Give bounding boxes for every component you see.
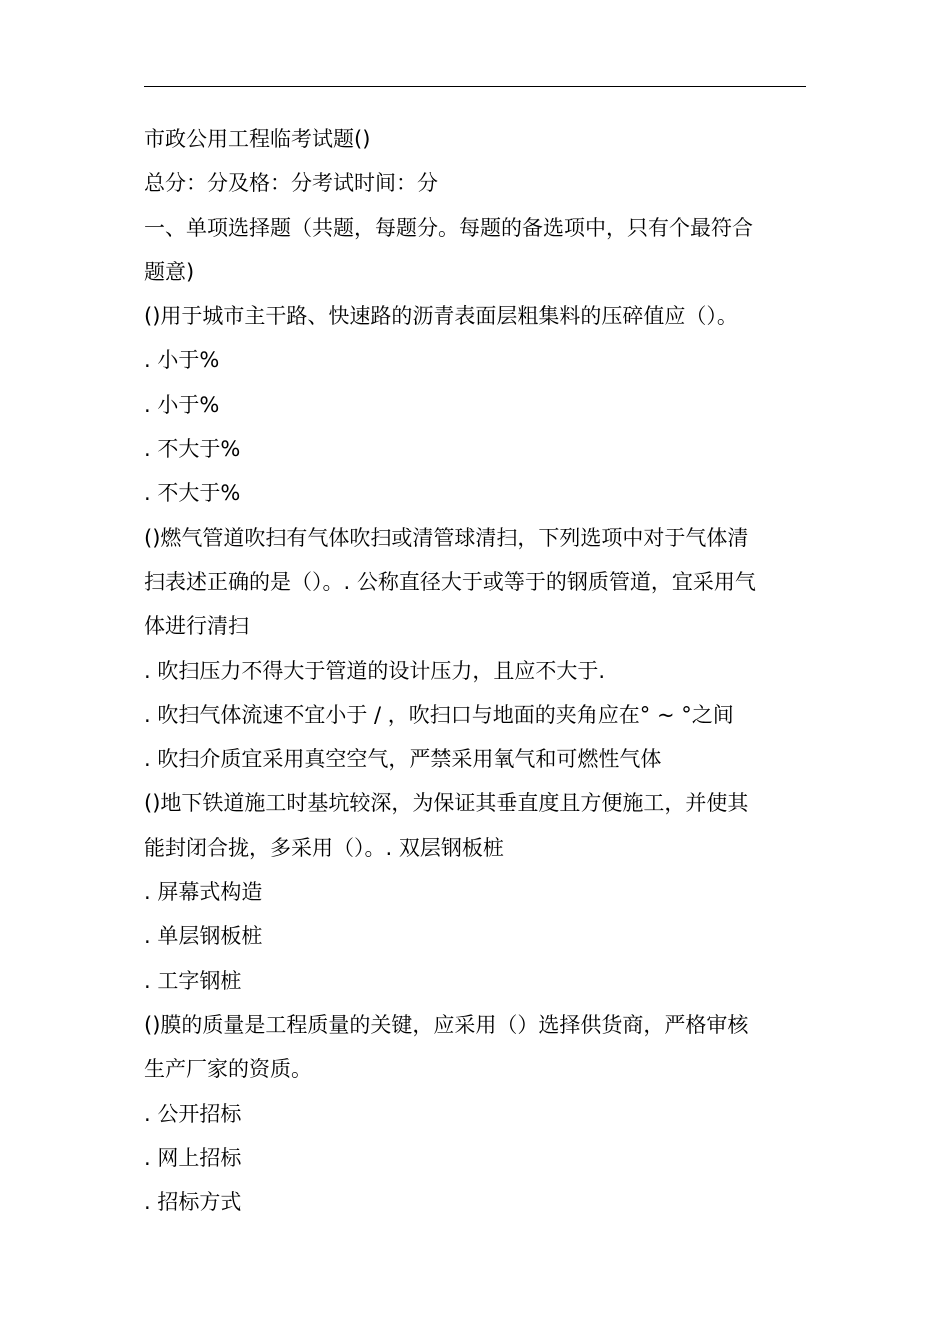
question-1-option: . 小于% <box>144 348 220 373</box>
question-3-option: . 屏幕式构造 <box>144 880 263 905</box>
question-2-option: . 吹扫压力不得大于管道的设计压力，且应不大于. <box>144 658 606 683</box>
question-1-option: . 不大于% <box>144 437 241 462</box>
question-2: ()燃气管道吹扫有气体吹扫或清管球清扫，下列选项中对于气体清 <box>144 525 749 550</box>
question-4-option: . 招标方式 <box>144 1190 242 1215</box>
question-4-option: . 网上招标 <box>144 1145 242 1170</box>
document-body <box>144 117 808 1224</box>
document-title: 市政公用工程临考试题() <box>144 127 371 151</box>
question-1-option: . 不大于% <box>144 481 241 506</box>
score-info: 总分：分及格：分考试时间：分 <box>144 171 438 196</box>
question-4: ()膜的质量是工程质量的关键，应采用（）选择供货商，严格审核 <box>144 1012 749 1037</box>
question-1-option: . 小于% <box>144 392 220 417</box>
section-heading: 一、单项选择题（共题，每题分。每题的备选项中，只有个最符合 <box>144 215 753 240</box>
question-4-option: . 公开招标 <box>144 1101 242 1126</box>
question-2-cont: 体进行清扫 <box>144 614 249 639</box>
question-2-cont: 扫表述正确的是（）。. 公称直径大于或等于的钢质管道，宜采用气 <box>144 569 756 594</box>
question-3-option: . 单层钢板桩 <box>144 924 263 949</box>
question-2-option: . 吹扫气体流速不宜小于 / ，吹扫口与地面的夹角应在° ~ °之间 <box>144 702 734 727</box>
question-2-option: . 吹扫介质宜采用真空空气，严禁采用氧气和可燃性气体 <box>144 747 662 772</box>
section-heading-cont: 题意) <box>144 259 195 284</box>
question-4-cont: 生产厂家的资质。 <box>144 1057 312 1082</box>
question-3: ()地下铁道施工时基坑较深，为保证其垂直度且方便施工，并使其 <box>144 791 749 816</box>
header-rule <box>144 86 806 87</box>
question-3-cont: 能封闭合拢，多采用（）。. 双层钢板桩 <box>144 835 504 860</box>
question-3-option: . 工字钢桩 <box>144 968 242 993</box>
question-1: ()用于城市主干路、快速路的沥青表面层粗集料的压碎值应（）。 <box>144 304 738 329</box>
